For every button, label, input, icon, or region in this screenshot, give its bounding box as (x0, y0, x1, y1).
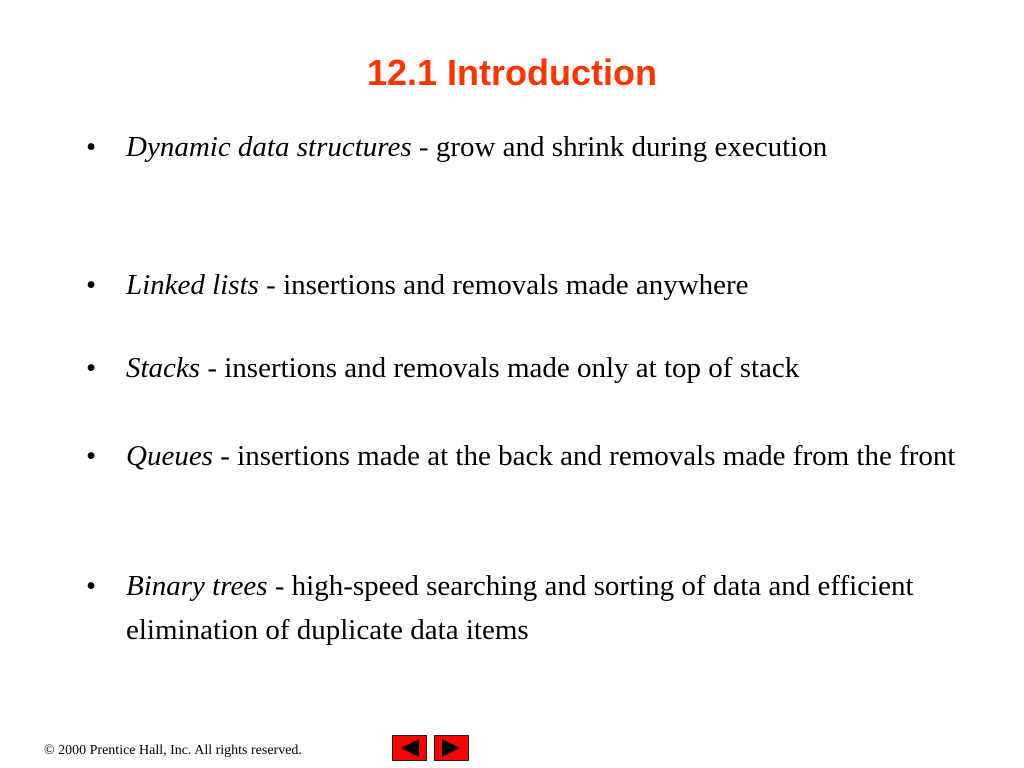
previous-slide-button[interactable] (392, 735, 427, 761)
bullet-term: Dynamic data structures (126, 131, 412, 163)
bullet-text (126, 564, 966, 652)
bullet-description: - grow and shrink during execution (411, 131, 828, 163)
bullet-item (86, 264, 966, 306)
bullet-item (86, 564, 966, 652)
bullet-description: - insertions and removals made anywhere (258, 269, 749, 301)
slide-title: 12.1 Introduction (366, 52, 658, 93)
bullet-description: - high-speed searching and sorting of data and efficient elimination of duplicate data items (126, 570, 914, 646)
bullet-description: - insertions and removals made only at top of stack (200, 352, 800, 384)
bullet-term: Queues (126, 440, 213, 472)
right-arrow-icon (435, 736, 468, 760)
next-slide-button[interactable] (434, 735, 469, 761)
bullet-description: - insertions made at the back and removals made from the front (212, 440, 956, 472)
bullet-item (86, 430, 966, 482)
bullet-text (126, 126, 966, 168)
bullet-icon: • (86, 269, 97, 301)
bullet-term: Stacks (126, 352, 201, 384)
bullet-icon: • (86, 570, 97, 602)
bullet-icon: • (86, 440, 97, 472)
left-arrow-icon (393, 736, 426, 760)
bullet-text (126, 347, 966, 389)
copyright-footer: © 2000 Prentice Hall, Inc. All rights reserved. (44, 743, 302, 758)
bullet-icon: • (86, 131, 97, 163)
bullet-item (86, 347, 966, 389)
bullet-text (126, 430, 966, 482)
bullet-term: Linked lists (126, 269, 259, 301)
bullet-text (126, 264, 966, 306)
bullet-icon: • (86, 352, 97, 384)
bullet-term: Binary trees (126, 570, 268, 602)
bullet-item (86, 126, 966, 168)
